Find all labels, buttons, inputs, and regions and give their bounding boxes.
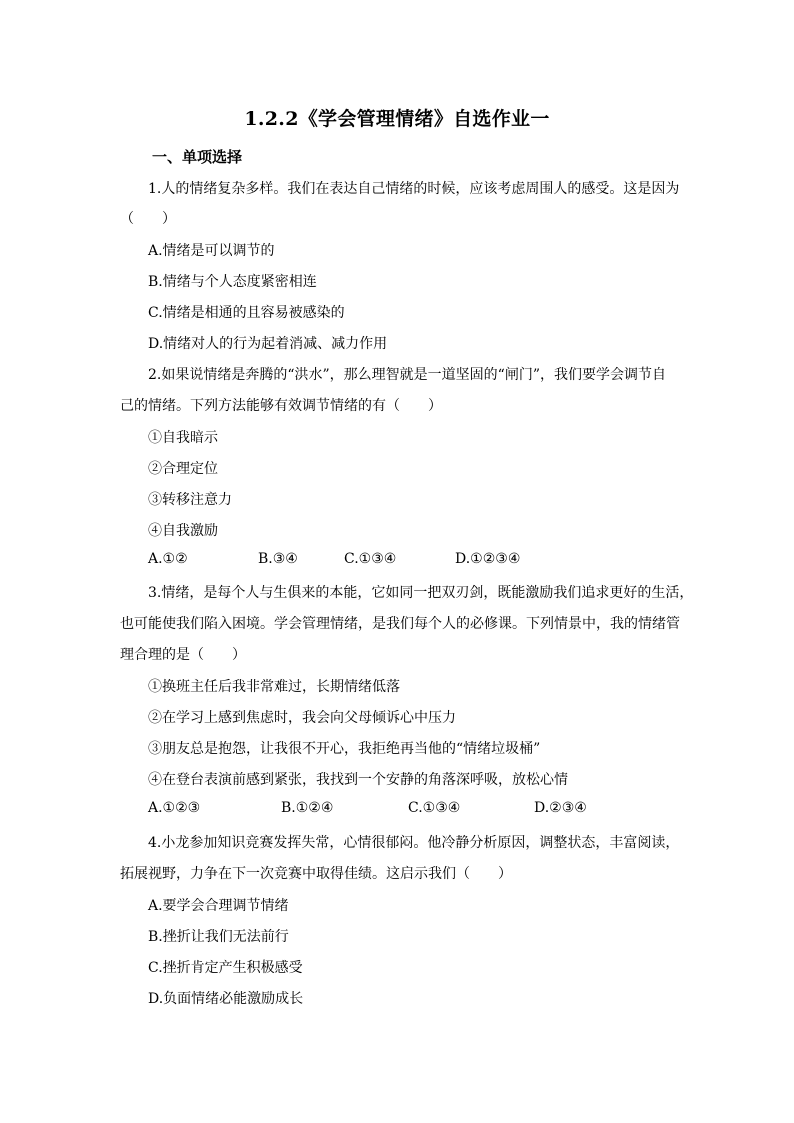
question-3-choice-b: B.①②④ (281, 800, 334, 816)
question-4-option-d: D.负面情绪必能激励成长 (148, 991, 304, 1007)
question-4-stem: 4.小龙参加知识竞赛发挥失常，心情很郁闷。他冷静分析原因，调整状态，丰富阅读， (148, 835, 680, 851)
question-2-choice-a: A.①② (148, 551, 188, 567)
question-1-option-d: D.情绪对人的行为起着消减、减力作用 (148, 336, 388, 352)
question-4-stem-cont: 拓展视野，力争在下一次竞赛中取得佳绩。这启示我们（ ） (120, 866, 512, 882)
question-2-item-3: ③转移注意力 (148, 492, 232, 508)
question-3-item-1: ①换班主任后我非常难过，长期情绪低落 (148, 679, 400, 695)
question-2-choice-c: C.①③④ (344, 551, 397, 567)
question-4-option-a: A.要学会合理调节情绪 (148, 898, 289, 914)
question-3-item-3: ③朋友总是抱怨，让我很不开心，我拒绝再当他的“情绪垃圾桶” (148, 741, 541, 757)
question-1-stem: 1.人的情绪复杂多样。我们在表达自己情绪的时候，应该考虑周围人的感受。这是因为 (148, 181, 680, 197)
question-2-item-4: ④自我激励 (148, 523, 218, 539)
question-3-choice-d: D.②③④ (534, 800, 587, 816)
question-1-option-c: C.情绪是相通的且容易被感染的 (148, 305, 345, 321)
question-4-option-b: B.挫折让我们无法前行 (148, 929, 289, 945)
question-2-choice-d: D.①②③④ (455, 551, 521, 567)
question-3-stem-cont-1: 也可能使我们陷入困境。学会管理情绪，是我们每个人的必修课。下列情景中，我的情绪管 (120, 616, 680, 632)
question-2-choice-b: B.③④ (258, 551, 298, 567)
question-2-stem-cont: 己的情绪。下列方法能够有效调节情绪的有（ ） (120, 398, 442, 414)
question-1-option-b: B.情绪与个人态度紧密相连 (148, 274, 317, 290)
question-3-item-2: ②在学习上感到焦虑时，我会向父母倾诉心中压力 (148, 710, 456, 726)
question-2-item-1: ①自我暗示 (148, 430, 218, 446)
question-3-choice-a: A.①②③ (148, 800, 201, 816)
question-3-item-4: ④在登台表演前感到紧张，我找到一个安静的角落深呼吸，放松心情 (148, 772, 568, 788)
question-3-stem: 3.情绪，是每个人与生俱来的本能，它如同一把双刃剑，既能激励我们追求更好的生活， (148, 585, 694, 601)
question-1-stem-cont: （ ） (120, 211, 176, 227)
question-3-stem-cont-2: 理合理的是（ ） (120, 647, 246, 663)
question-2-item-2: ②合理定位 (148, 461, 218, 477)
question-2-stem: 2.如果说情绪是奔腾的“洪水”，那么理智就是一道坚固的“闸门”，我们要学会调节自 (148, 367, 666, 383)
page-title: 1.2.2《学会管理情绪》自选作业一 (244, 108, 550, 130)
question-4-option-c: C.挫折肯定产生积极感受 (148, 960, 303, 976)
section-heading: 一、单项选择 (152, 148, 243, 166)
question-1-option-a: A.情绪是可以调节的 (148, 243, 275, 259)
question-3-choice-c: C.①③④ (408, 800, 461, 816)
